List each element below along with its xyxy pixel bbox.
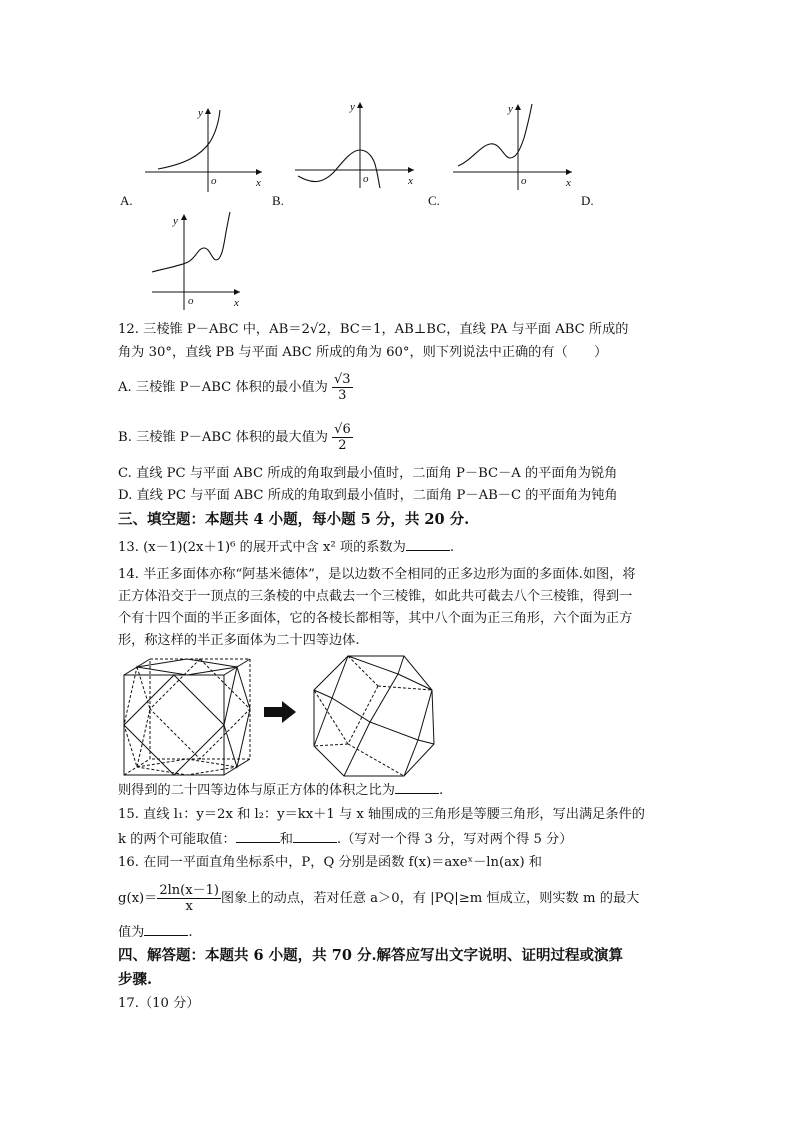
fraction-numerator: 2ln(x－1) [159,883,219,898]
fraction [332,422,353,453]
fraction-denominator: x [185,899,193,914]
x-axis-label: x [566,177,571,189]
q15-line2-text: k 的两个可能取值： [118,832,236,847]
q13-end: . [449,540,455,555]
fraction-numerator: √3 [333,372,351,387]
q16-line2-text: 图象上的动点，若对任意 a＞0，有 |PQ|≥m 恒成立，则实数 m 的最大 [220,891,640,906]
q14-line4: 形，称这样的半正多面体为二十四等边体. [118,633,360,648]
q12-option-d: D. 直线 PC 与平面 ABC 所成的角取到最小值时，二面角 P－AB－C 的平面角为钝角 [118,488,618,503]
graph-option-b [290,98,420,190]
q12-line2: 角为 30°，直线 PB 与平面 ABC 所成的角为 60°，则下列说法中正确的有（ ） [118,345,608,360]
option-d-label: D. [581,193,594,208]
option-a-label: A. [120,193,133,208]
q12-option-b [118,418,353,458]
section3-heading: 三、填空题：本题共 4 小题，每小题 5 分，共 20 分. [118,511,470,528]
origin-label: o [211,175,217,187]
q16-g-label: g(x)＝ [118,891,158,906]
y-axis-label: y [508,103,513,115]
fraction-numerator: √6 [334,422,351,437]
q14-line2: 正方体沿交于一顶点的三条棱的中点截去一个三棱锥，如此共可截去八个三棱锥，得到一 [118,589,633,604]
q16-line3-text: 值为 [118,925,145,940]
right-arrow-icon [262,700,298,724]
q14-line5 [118,780,443,801]
q16-line2 [118,878,639,920]
graph-option-d [148,210,248,312]
q13-text: 13. (x－1)(2x＋1)⁶ 的展开式中含 x² 项的系数为 [118,540,406,555]
x-axis-label: x [234,297,239,309]
section4-heading-line2: 步骤. [118,971,153,988]
q14-line1: 14. 半正多面体亦称“阿基米德体”，是以边数不全相同的正多边形为面的多面体.如图，将 [118,567,636,582]
y-axis-label: y [173,215,178,227]
option-b-label: B. [272,193,284,208]
fraction [157,883,221,914]
origin-label: o [363,173,369,185]
answer-blank [144,922,188,936]
graph-option-a [140,104,270,194]
q17-label: 17.（10 分） [118,996,200,1011]
q15-line2-end: .（写对一个得 3 分，写对两个得 5 分） [336,832,573,847]
y-axis-label: y [198,107,203,119]
q16-line1: 16. 在同一平面直角坐标系中，P，Q 分别是函数 f(x)＝axeˣ－ln(ax) 和 [118,855,542,870]
q15-line1: 15. 直线 l₁：y＝2x 和 l₂：y＝kx＋1 与 x 轴围成的三角形是等腰三角形，写出满足条件的 [118,807,645,822]
option-c-label: C. [428,193,440,208]
y-axis-label: y [350,101,355,113]
q13 [118,537,454,558]
section4-heading-line1: 四、解答题：本题共 6 小题，共 70 分.解答应写出文字说明、证明过程或演算 [118,947,624,964]
origin-label: o [521,175,527,187]
q16-line3 [118,922,193,943]
cuboctahedron-figure [308,652,438,780]
fraction-denominator: 2 [338,438,347,453]
q14-line3: 个有十四个面的半正多面体，它的各棱长都相等，其中八个面为正三角形，六个面为正方 [118,611,633,626]
origin-label: o [188,295,194,307]
q15-line2-mid: 和 [279,832,293,847]
q12-line1: 12. 三棱锥 P－ABC 中，AB＝2√2，BC＝1，AB⊥BC，直线 PA 与平面 ABC 所成的 [118,322,629,337]
answer-blank [395,780,439,794]
q16-line3-end: . [188,925,193,940]
x-axis-label: x [408,175,413,187]
fraction-denominator: 3 [338,388,347,403]
q14-line5-text: 则得到的二十四等边体与原正方体的体积之比为 [118,783,395,798]
x-axis-label: x [256,177,261,189]
q15-line2 [118,829,572,850]
q12-option-a-text: A. 三棱锥 P－ABC 体积的最小值为 [118,380,328,395]
fraction [332,372,353,403]
answer-blank [293,829,337,843]
q12-option-b-text: B. 三棱锥 P－ABC 体积的最大值为 [118,430,328,445]
q14-line5-end: . [438,783,444,798]
q12-option-c: C. 直线 PC 与平面 ABC 所成的角取到最小值时，二面角 P－BC－A 的平面角为锐角 [118,466,618,481]
answer-blank [236,829,280,843]
answer-blank [406,537,450,551]
cube-truncation-figure [118,655,258,780]
graph-option-c [448,100,578,192]
q12-option-a [118,368,353,408]
